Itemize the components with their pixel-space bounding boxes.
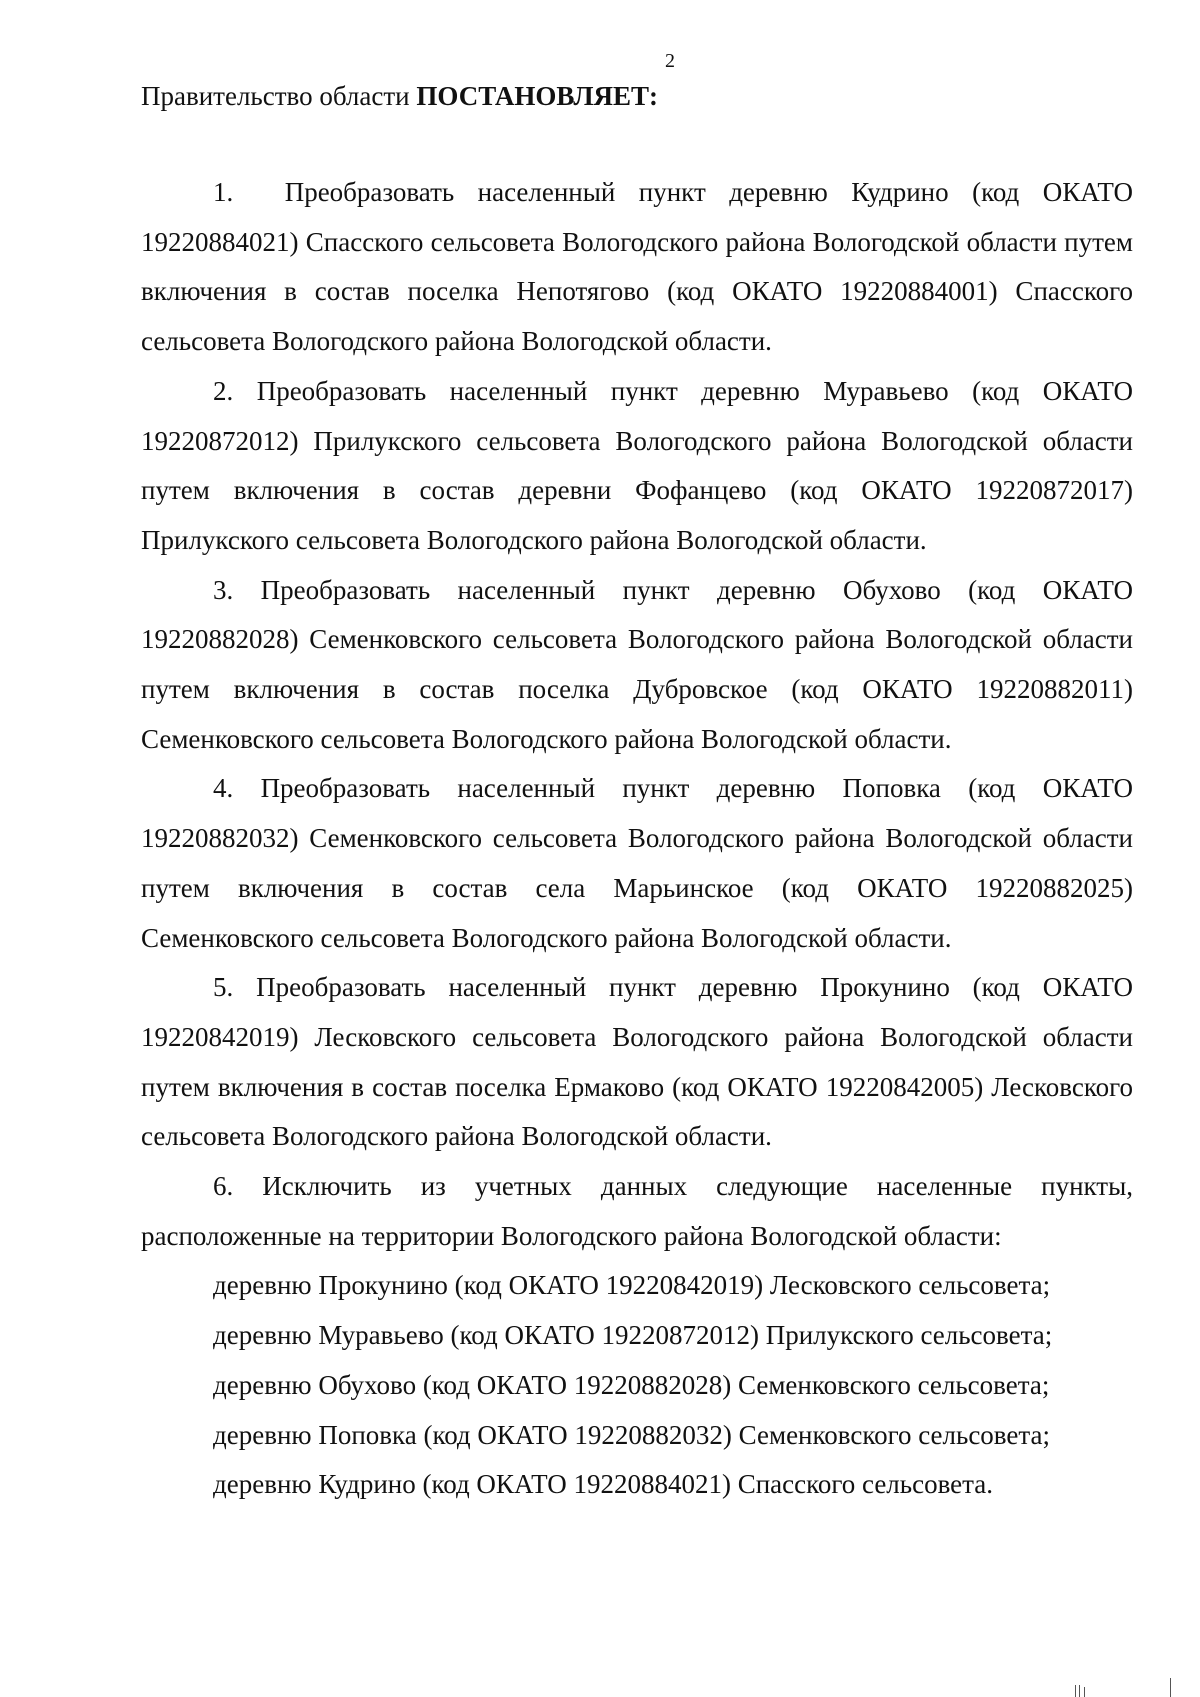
item-number: 4. bbox=[213, 773, 234, 804]
item-number: 5. bbox=[213, 972, 234, 1003]
item-6 bbox=[141, 1162, 1133, 1261]
scan-marks bbox=[1075, 1678, 1175, 1697]
item-number: 2. bbox=[213, 375, 234, 406]
item-text: Исключить из учетных данных следующие населенные пункты, расположенные на территории Вологодского района Вологодской области: bbox=[141, 1171, 1134, 1251]
item-text: Преобразовать населенный пункт деревню Кудрино (код ОКАТО 19220884021) Спасского сельсовета Вологодского района Вологодской области путем включения в состав поселка Непотягово (код ОКАТО 19220884001) Спасского сельсовета Вологодского района Вологодской области. bbox=[141, 177, 1133, 357]
exclusion-list bbox=[141, 1261, 1133, 1510]
item-number: 1. bbox=[213, 177, 234, 207]
item-2 bbox=[141, 367, 1133, 566]
list-item: деревню Кудрино (код ОКАТО 19220884021) Спасского сельсовета. bbox=[213, 1469, 994, 1500]
preamble-text: Правительство области bbox=[141, 81, 417, 111]
list-item: деревню Муравьево (код ОКАТО 19220872012) Прилукского сельсовета; bbox=[213, 1320, 1053, 1351]
item-text: Преобразовать населенный пункт деревню Муравьево (код ОКАТО 19220872012) Прилукского сельсовета Вологодского района Вологодской области путем включения в состав деревни Фофанцево (код ОКАТО 19220872017) Прилукского сельсовета Вологодского района Вологодской области. bbox=[141, 375, 1134, 555]
preamble bbox=[141, 76, 658, 116]
item-5 bbox=[141, 963, 1133, 1162]
list-item: деревню Прокунино (код ОКАТО 19220842019) Лесковского сельсовета; bbox=[213, 1270, 1051, 1301]
item-number: 6. bbox=[213, 1171, 234, 1202]
item-text: Преобразовать населенный пункт деревню Поповка (код ОКАТО 19220882032) Семенковского сельсовета Вологодского района Вологодской области путем включения в состав села Марьинское (код ОКАТО 19220882025) Семенковского сельсовета Вологодского района Вологодской области. bbox=[141, 773, 1133, 953]
list-item: деревню Обухово (код ОКАТО 19220882028) Семенковского сельсовета; bbox=[213, 1369, 1050, 1400]
item-text: Преобразовать населенный пункт деревню Прокунино (код ОКАТО 19220842019) Лесковского сельсовета Вологодского района Вологодской области путем включения в состав поселка Ермаково (код ОКАТО 19220842005) Лесковского сельсовета Вологодского района Вологодской области. bbox=[141, 972, 1133, 1152]
item-1 bbox=[141, 168, 1133, 367]
document-body bbox=[141, 168, 1133, 1510]
item-4 bbox=[141, 764, 1133, 963]
page-number: 2 bbox=[665, 50, 675, 72]
item-3 bbox=[141, 566, 1133, 765]
item-number: 3. bbox=[213, 574, 234, 605]
item-text: Преобразовать населенный пункт деревню Обухово (код ОКАТО 19220882028) Семенковского сельсовета Вологодского района Вологодской области путем включения в состав поселка Дубровское (код ОКАТО 19220882011) Семенковского сельсовета Вологодского района Вологодской области. bbox=[141, 574, 1133, 754]
list-item: деревню Поповка (код ОКАТО 19220882032) Семенковского сельсовета; bbox=[213, 1419, 1050, 1450]
preamble-bold: ПОСТАНОВЛЯЕТ: bbox=[416, 81, 658, 111]
